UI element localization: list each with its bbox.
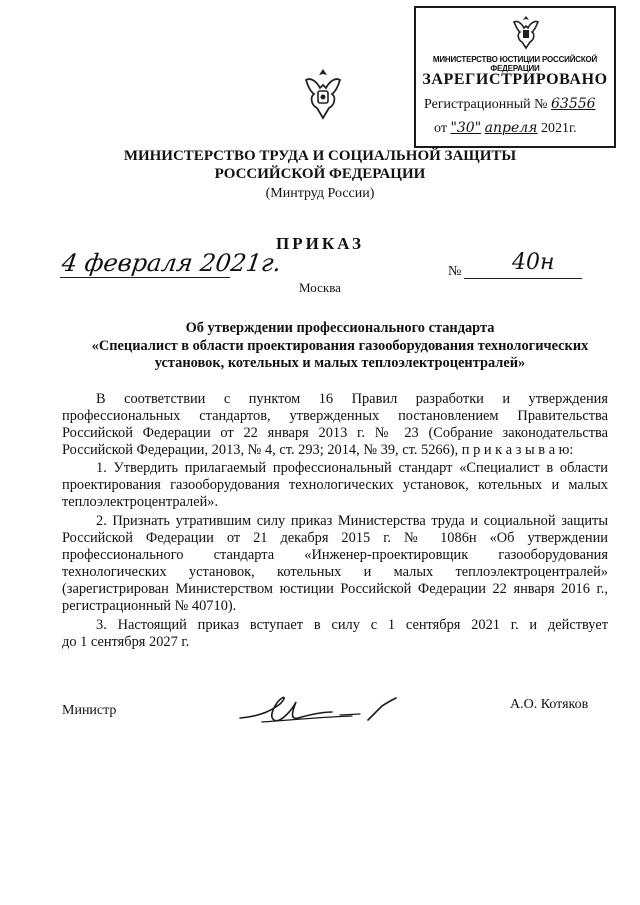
body-line: Российской Федерации, 2013, № 4, ст. 293; 2014, № 39, ст. 5266), п р и к а з ы в а ю: [62, 442, 574, 458]
order-number: 40н [512, 250, 555, 275]
body-line: (зарегистрирован Министерством юстиции Российской Федерации 22 января 2016 г., [62, 581, 608, 597]
stamp-date-prefix: от [434, 121, 447, 136]
signatory-title: Министр [62, 703, 117, 718]
body-line: технологических установок, котельных и малых теплоэлектроцентралей» [62, 564, 608, 580]
body-line: регистрационный № 40710). [62, 598, 237, 614]
body-line: Российской Федерации от 21 декабря 2015 г. № 1086н «Об утверждении [62, 530, 608, 546]
body-line: до 1 сентября 2027 г. [62, 634, 190, 650]
subject-line: Об утверждении профессионального стандарта [185, 320, 495, 336]
body-line: проектирования газооборудования технологических установок, котельных и малых [62, 477, 608, 493]
stamp-date-year: 2021г. [540, 121, 577, 136]
city: Москва [299, 280, 341, 295]
stamp-registered-label: ЗАРЕГИСТРИРОВАНО [422, 71, 608, 88]
coat-of-arms-icon [508, 12, 544, 52]
document-title: ПРИКАЗ [276, 234, 364, 253]
stamp-ministry-name: МИНИСТЕРСТВО ЮСТИЦИИ РОССИЙСКОЙ ФЕДЕРАЦИИ [432, 55, 598, 73]
ministry-short-name: (Минтруд России) [265, 186, 375, 201]
state-emblem-icon [298, 66, 348, 126]
stamp-reg-label: Регистрационный № [424, 97, 548, 112]
signature-icon [232, 690, 422, 728]
stamp-reg-number: 63556 [551, 96, 596, 112]
stamp-date-day: "30" [450, 120, 482, 136]
stamp-registration-line [424, 96, 596, 113]
ministry-name-line-2: РОССИЙСКОЙ ФЕДЕРАЦИИ [214, 166, 426, 182]
subject-line: установок, котельных и малых теплоэлектроцентралей» [154, 355, 526, 371]
body-line: 3. Настоящий приказ вступает в силу с 1 сентября 2021 г. и действует [96, 617, 608, 633]
registration-stamp [414, 6, 616, 148]
order-date-underline [60, 277, 230, 278]
body-line: 1. Утвердить прилагаемый профессиональный стандарт «Специалист в области [96, 460, 608, 476]
body-line: В соответствии с пунктом 16 Правил разработки и утверждения [96, 391, 608, 407]
order-number-underline [464, 278, 582, 279]
body-line: профессионального стандарта «Инженер-проектировщик газооборудования [62, 547, 608, 563]
stamp-date-month: апреля [484, 120, 538, 136]
body-line: профессиональных стандартов, утвержденных постановлением Правительства [62, 408, 608, 424]
subject-line: «Специалист в области проектирования газооборудования технологических [91, 338, 589, 354]
body-line: 2. Признать утратившим силу приказ Министерства труда и социальной защиты [96, 513, 608, 529]
body-line: Российской Федерации от 22 января 2013 г. № 23 (Собрание законодательства [62, 425, 608, 441]
stamp-date-line [434, 120, 577, 137]
order-number-sign: № [448, 264, 462, 279]
order-date: 4 февраля 2021г. [60, 249, 284, 277]
ministry-name-line-1: МИНИСТЕРСТВО ТРУДА И СОЦИАЛЬНОЙ ЗАЩИТЫ [123, 148, 517, 164]
signatory-name: А.О. Котяков [510, 697, 589, 712]
body-line: теплоэлектроцентралей». [62, 494, 219, 510]
